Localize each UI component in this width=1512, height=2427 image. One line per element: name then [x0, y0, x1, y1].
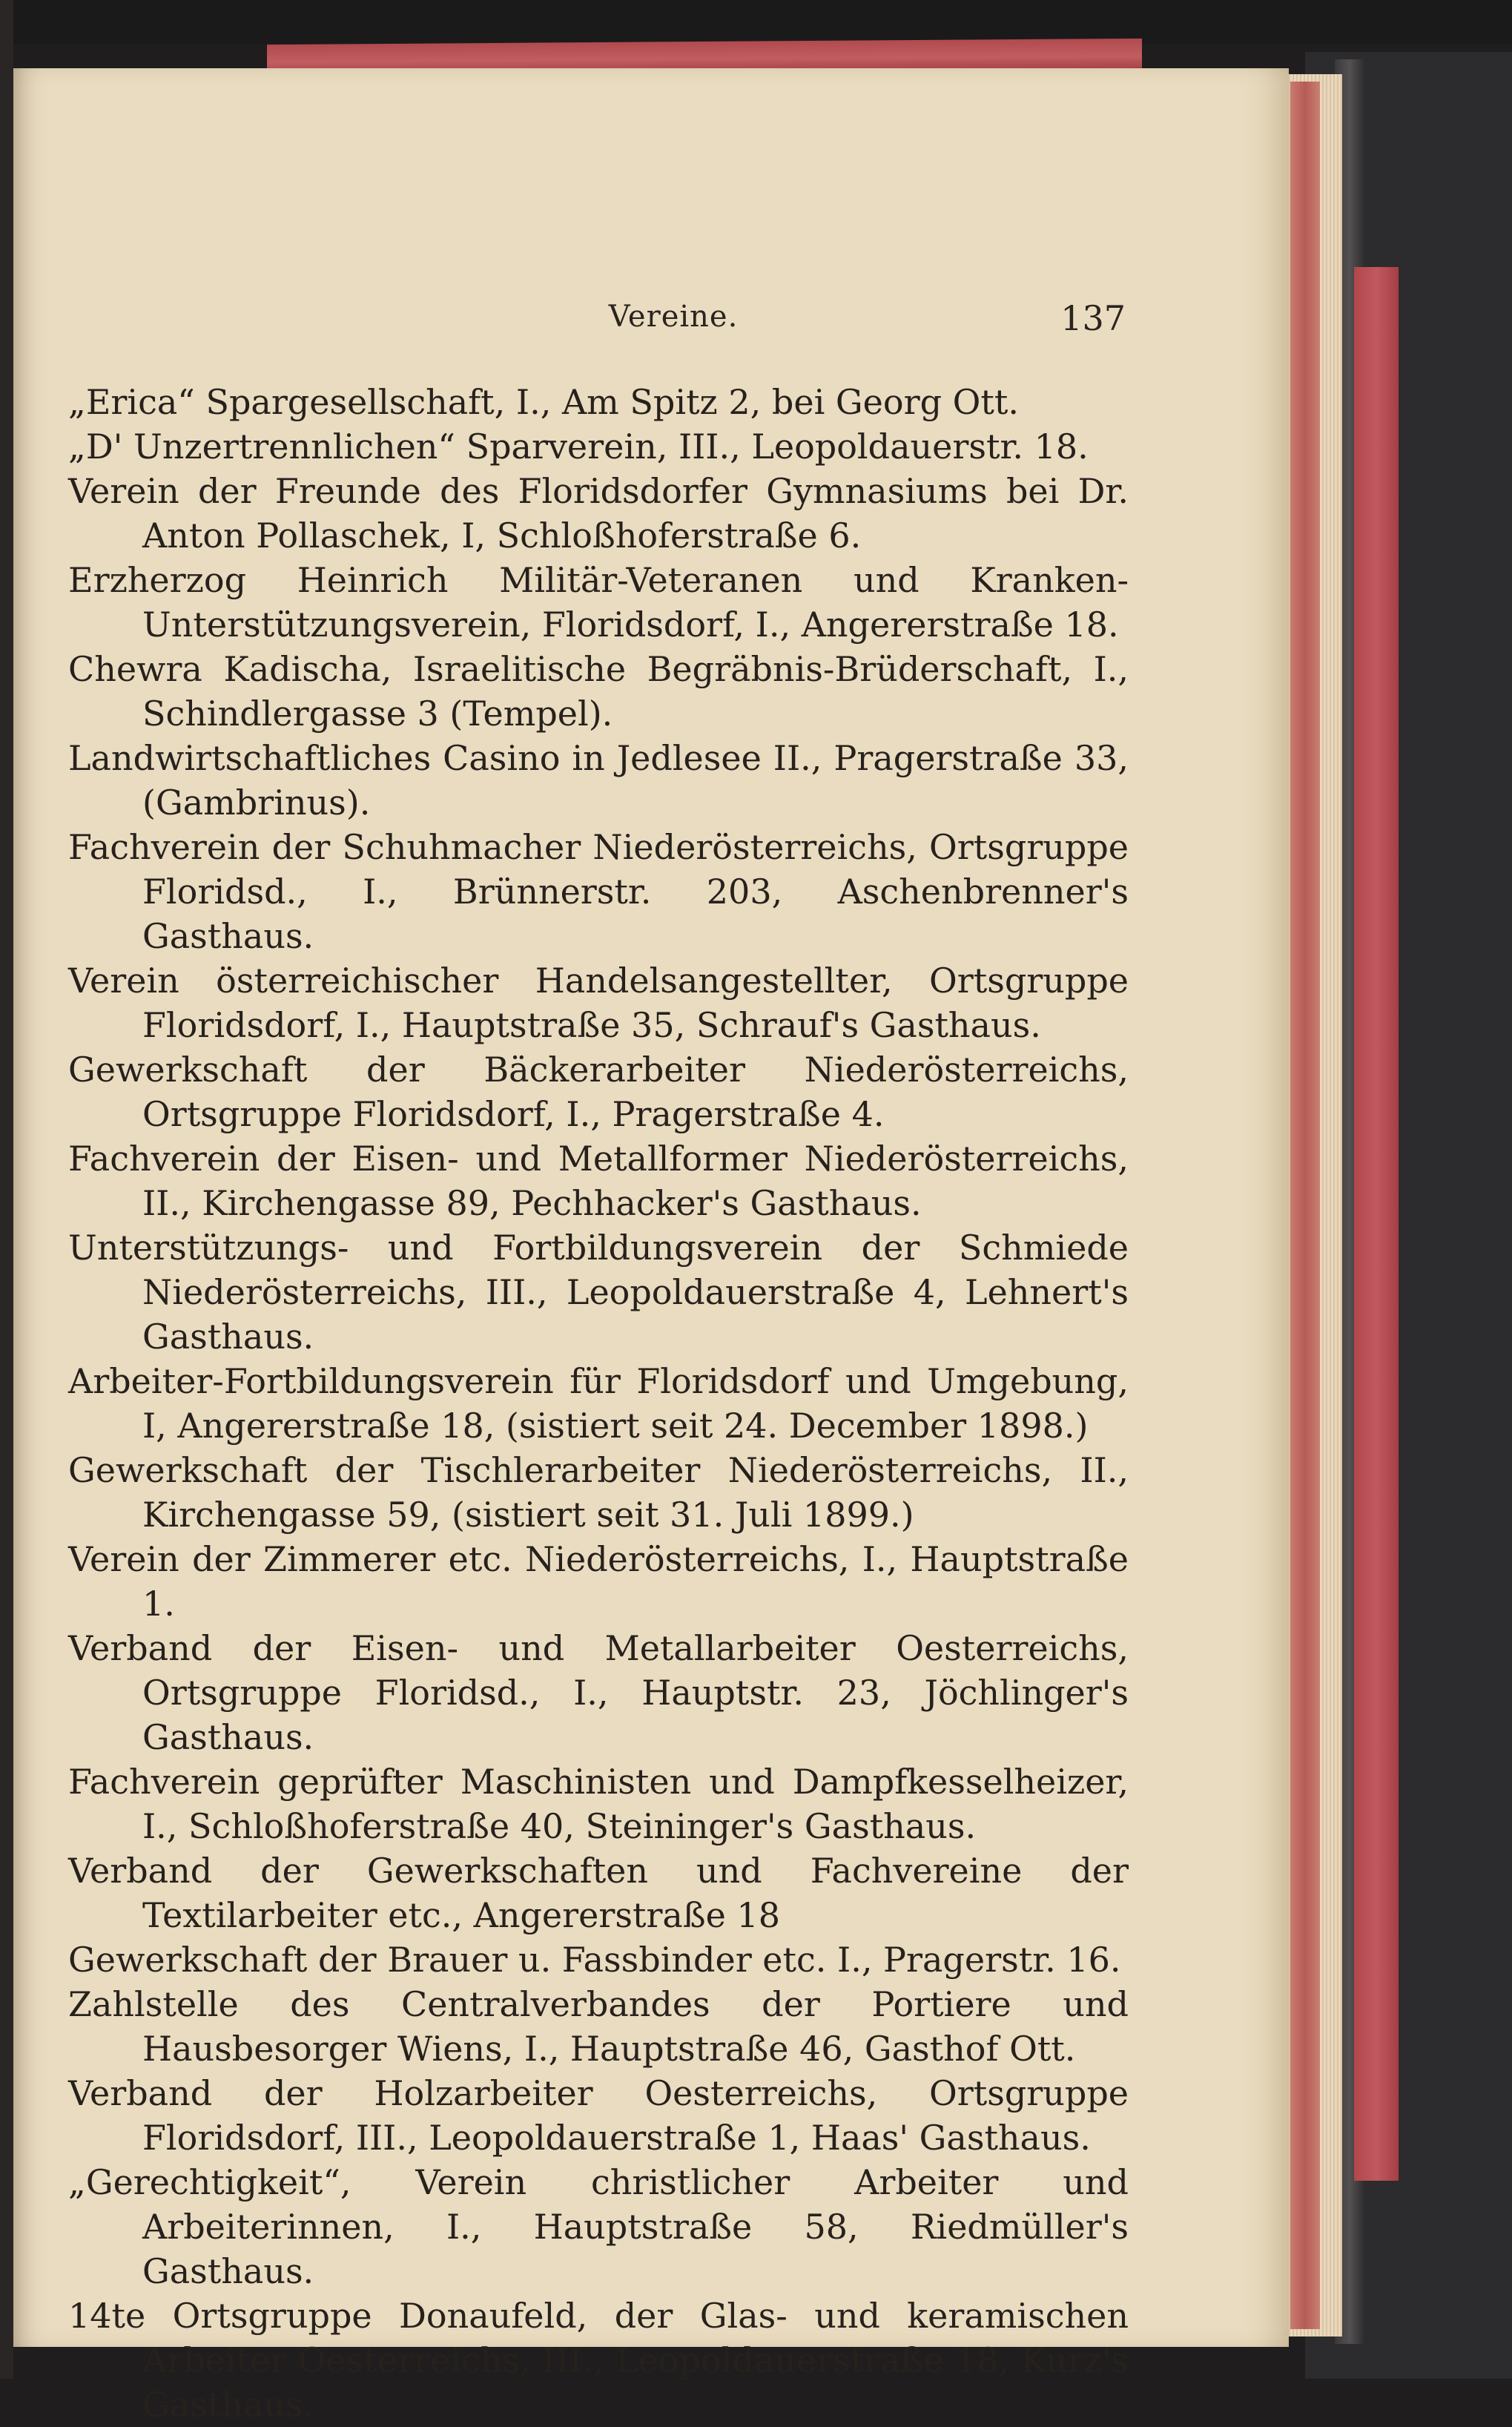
page-stack-red-edge: [1290, 82, 1320, 2329]
list-item: Chewra Kadischa, Israelitische Begräbnis-Brüderschaft, I., Schindlergasse 3 (Tempel).: [68, 649, 1129, 734]
list-item: Arbeiter-Fortbildungsverein für Floridsdorf und Umgebung, I, Angererstraße 18, (sistiert seit 24. December 1898.): [68, 1361, 1129, 1446]
cover-red-strip: [1354, 267, 1399, 2181]
list-item: Verband der Gewerkschaften und Fachvereine der Textilarbeiter etc., Angererstraße 18: [68, 1851, 1129, 1935]
list-item: Landwirtschaftliches Casino in Jedlesee II., Pragerstraße 33, (Gambrinus).: [68, 738, 1129, 823]
running-header: Vereine.: [608, 300, 739, 334]
book-spine: [0, 0, 13, 2379]
list-item: Unterstützungs- und Fortbildungsverein der Schmiede Niederösterreichs, III., Leopoldauerstraße 4, Lehnert's Gasthaus.: [68, 1228, 1129, 1357]
list-item: Fachverein der Schuhmacher Niederösterreichs, Ortsgruppe Floridsd., I., Brünnerstr. 203, Aschenbrenner's Gasthaus.: [68, 827, 1129, 956]
list-item: „Erica“ Spargesellschaft, I., Am Spitz 2, bei Georg Ott.: [68, 382, 1019, 422]
list-item: Verband der Holzarbeiter Oesterreichs, Ortsgruppe Floridsdorf, III., Leopoldauerstraße 1, Haas' Gasthaus.: [68, 2073, 1129, 2158]
list-item: Gewerkschaft der Bäckerarbeiter Niederösterreichs, Ortsgruppe Floridsdorf, I., Pragerstraße 4.: [68, 1050, 1129, 1134]
list-item: „D' Unzertrennlichen“ Sparverein, III., Leopoldauerstr. 18.: [68, 427, 1089, 467]
list-item: „Gerechtigkeit“, Verein christlicher Arbeiter und Arbeiterinnen, I., Hauptstraße 58, Riedmüller's Gasthaus.: [68, 2162, 1129, 2291]
list-item: Gewerkschaft der Brauer u. Fassbinder etc. I., Pragerstr. 16.: [68, 1940, 1121, 1980]
list-item: Zahlstelle des Centralverbandes der Portiere und Hausbesorger Wiens, I., Hauptstraße 46, Gasthof Ott.: [68, 1984, 1129, 2069]
association-list: [68, 380, 1129, 2427]
list-item: Verein der Zimmerer etc. Niederösterreichs, I., Hauptstraße 1.: [68, 1539, 1129, 1624]
page-number: 137: [1060, 298, 1126, 338]
list-item: Verein der Freunde des Floridsdorfer Gymnasiums bei Dr. Anton Pollaschek, I, Schloßhoferstraße 6.: [68, 471, 1129, 556]
list-item: Gewerkschaft der Tischlerarbeiter Niederösterreichs, II., Kirchengasse 59, (sistiert seit 31. Juli 1899.): [68, 1450, 1129, 1535]
book-page: [13, 68, 1289, 2425]
list-item: Verein österreichischer Handelsangestellter, Ortsgruppe Floridsdorf, I., Hauptstraße 35, Schrauf's Gasthaus.: [68, 961, 1129, 1045]
background-top: [0, 0, 1512, 45]
list-item: Fachverein der Eisen- und Metallformer Niederösterreichs, II., Kirchengasse 89, Pechhacker's Gasthaus.: [68, 1139, 1129, 1223]
list-item: 14te Ortsgruppe Donaufeld, der Glas- und keramischen Arbeiter Oesterreichs, III., Leopoldauerstraße 18, Kurz's Gasthaus.: [68, 2296, 1129, 2425]
list-item: Fachverein geprüfter Maschinisten und Dampfkesselheizer, I., Schloßhoferstraße 40, Steininger's Gasthaus.: [68, 1762, 1129, 1846]
list-item: Verband der Eisen- und Metallarbeiter Oesterreichs, Ortsgruppe Floridsd., I., Hauptstr. 23, Jöchlinger's Gasthaus.: [68, 1628, 1129, 1757]
list-item: Erzherzog Heinrich Militär-Veteranen und Kranken-Unterstützungsverein, Floridsdorf, I., Angererstraße 18.: [68, 560, 1129, 645]
